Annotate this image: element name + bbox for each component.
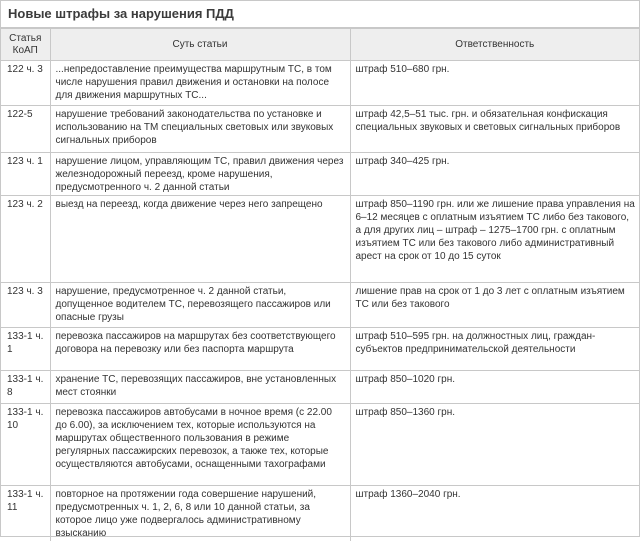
column-header-essence: Суть статьи (50, 29, 350, 61)
cell-penalty: штраф 42,5–51 тыс. грн. и обязательная конфискация специальных звуковых и световых сигнальных приборов (350, 106, 639, 153)
fines-table (1, 28, 639, 541)
column-header-penalty: Ответственность (350, 29, 639, 61)
cell-penalty: лишение прав на срок от 1 до 3 лет с оплатным изъятием ТС или без такового (350, 283, 639, 328)
cell-article: 133-1 ч. 8 (1, 371, 50, 404)
cell-article: 123 ч. 3 (1, 283, 50, 328)
table-row (1, 404, 639, 486)
cell-penalty: штраф 850–1360 грн. (350, 404, 639, 486)
cell-essence: хранение ТС, перевозящих пассажиров, вне установленных мест стоянки (50, 371, 350, 404)
cell-article: 122-5 (1, 106, 50, 153)
table-row (1, 106, 639, 153)
cell-essence: нарушение требований законодательства по установке и использованию на ТМ специальных световых или звуковых сигнальных приборов (50, 106, 350, 153)
table-row (1, 283, 639, 328)
cell-article: 133-1 ч. 10 (1, 404, 50, 486)
table-row (1, 61, 639, 106)
cell-penalty: штраф 850–1190 грн. или же лишение права управления на 6–12 месяцев с оплатным изъятием ТС либо без такового, а для других лиц – штраф – 1275–1700 грн. с оплатным изъятием ТС или без такового либо административный арест на срок от 10 до 15 суток (350, 196, 639, 283)
table-title: Новые штрафы за нарушения ПДД (1, 1, 639, 28)
cell-article: 122 ч. 3 (1, 61, 50, 106)
column-header-article: Статья КоАП (1, 29, 50, 61)
cell-essence: нарушение лицом, управляющим ТС, правил движения через железнодорожный переезд, кроме нарушения, предусмотренного ч. 2 данной статьи (50, 153, 350, 196)
table-row (1, 486, 639, 541)
cell-penalty: штраф 510–680 грн. (350, 61, 639, 106)
cell-article: 133-1 ч. 1 (1, 328, 50, 371)
cell-penalty: штраф 1360–2040 грн. (350, 486, 639, 541)
cell-essence: повторное на протяжении года совершение нарушений, предусмотренных ч. 1, 2, 6, 8 или 10 данной статьи, за которое лицо уже подвергалось административному взысканию (50, 486, 350, 541)
cell-article: 123 ч. 1 (1, 153, 50, 196)
table-row (1, 371, 639, 404)
cell-article: 123 ч. 2 (1, 196, 50, 283)
cell-essence: нарушение, предусмотренное ч. 2 данной статьи, допущенное водителем ТС, перевозящего пассажиров или опасные грузы (50, 283, 350, 328)
table-row (1, 196, 639, 283)
table-header-row (1, 29, 639, 61)
cell-penalty: штраф 340–425 грн. (350, 153, 639, 196)
cell-essence: перевозка пассажиров автобусами в ночное время (с 22.00 до 6.00), за исключением тех, которые используются на маршрутах общественного пользования в режиме регулярных пассажирских перевозок, а также тех, которые осуществляются автобусами, оснащенными тахографами (50, 404, 350, 486)
cell-article: 133-1 ч. 11 (1, 486, 50, 541)
cell-essence: ...непредоставление преимущества маршрутным ТС, в том числе нарушения правил движения и остановки на полосе для движения маршрутных ТС... (50, 61, 350, 106)
table-row (1, 328, 639, 371)
cell-essence: перевозка пассажиров на маршрутах без соответствующего договора на перевозку или без паспорта маршрута (50, 328, 350, 371)
cell-penalty: штраф 850–1020 грн. (350, 371, 639, 404)
cell-essence: выезд на переезд, когда движение через него запрещено (50, 196, 350, 283)
table-row (1, 153, 639, 196)
cell-penalty: штраф 510–595 грн. на должностных лиц, граждан-субъектов предпринимательской деятельности (350, 328, 639, 371)
